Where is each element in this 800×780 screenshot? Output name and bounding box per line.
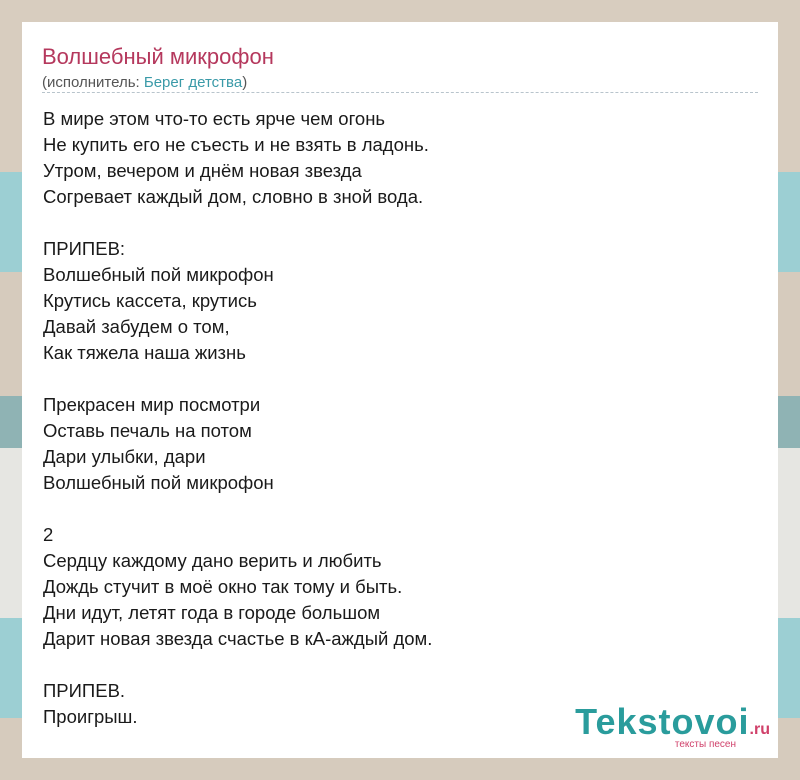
lyrics-blank-line xyxy=(43,652,432,678)
lyrics-line: Как тяжела наша жизнь xyxy=(43,342,246,363)
lyrics-line: Сердцу каждому дано верить и любить xyxy=(43,550,382,571)
lyrics-line: Не купить его не съесть и не взять в ладонь. xyxy=(43,134,429,155)
lyrics-line: ПРИПЕВ: xyxy=(43,238,126,259)
artist-suffix: ) xyxy=(242,74,248,91)
lyrics-line: Проигрыш. xyxy=(43,706,138,727)
lyrics-blank-line xyxy=(43,210,432,236)
artist-link[interactable]: Берег детства xyxy=(143,74,243,91)
lyrics-blank-line xyxy=(43,366,432,392)
lyrics-line: 2 xyxy=(43,524,54,545)
lyrics-line: Дари улыбки, дари xyxy=(43,446,206,467)
lyrics-line: Дождь стучит в моё окно так тому и быть. xyxy=(43,576,403,597)
logo-tld: .ru xyxy=(749,721,770,738)
lyrics-line: Оставь печаль на потом xyxy=(43,420,252,441)
lyrics-line: Согревает каждый дом, словно в зной вода. xyxy=(43,186,424,207)
site-logo[interactable] xyxy=(575,703,770,750)
lyrics-line: В мире этом что-то есть ярче чем огонь xyxy=(43,108,386,129)
lyrics-line: Прекрасен мир посмотри xyxy=(43,394,261,415)
lyrics-card xyxy=(22,22,778,758)
lyrics-line: Волшебный пой микрофон xyxy=(43,264,274,285)
artist-line xyxy=(42,74,247,91)
lyrics-line: Давай забудем о том, xyxy=(43,316,230,337)
logo-tagline: тексты песен xyxy=(674,739,736,750)
logo-name: Tekstovoi xyxy=(575,701,750,742)
artist-prefix: (исполнитель: xyxy=(42,74,144,91)
lyrics-text xyxy=(43,106,432,730)
song-title: Волшебный микрофон xyxy=(42,44,274,69)
lyrics-line: Крутись кассета, крутись xyxy=(43,290,257,311)
lyrics-line: Утром, вечером и днём новая звезда xyxy=(43,160,362,181)
lyrics-line: ПРИПЕВ. xyxy=(43,680,126,701)
lyrics-line: Дарит новая звезда счастье в кА-аждый дом. xyxy=(43,628,433,649)
lyrics-blank-line xyxy=(43,496,432,522)
lyrics-line: Дни идут, летят года в городе большом xyxy=(43,602,381,623)
lyrics-line: Волшебный пой микрофон xyxy=(43,472,274,493)
divider xyxy=(42,92,758,93)
